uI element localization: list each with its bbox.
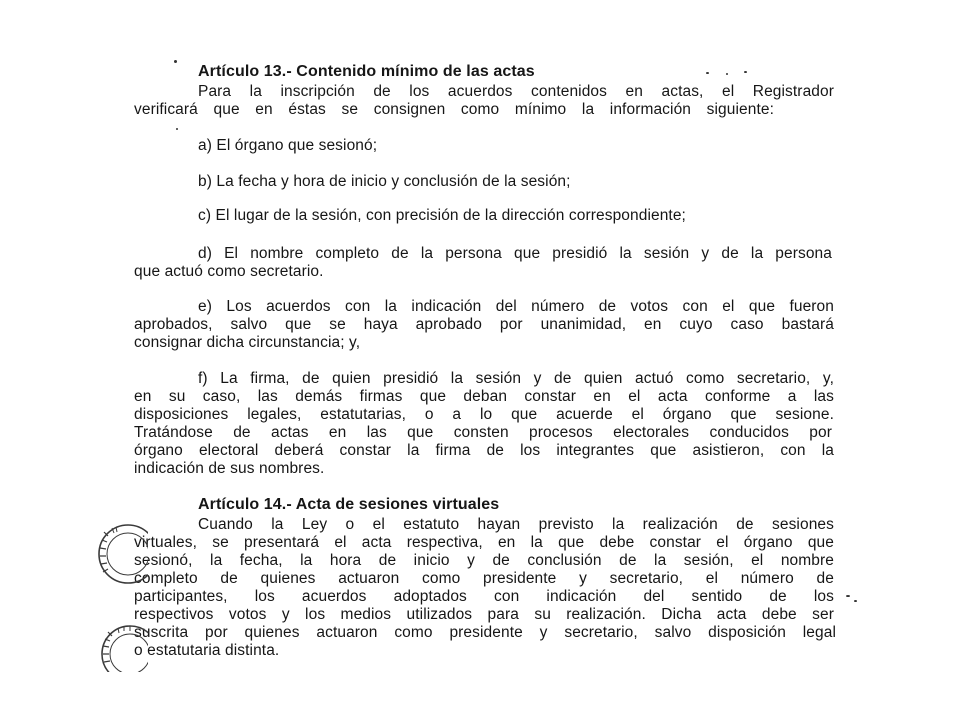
- article-13-intro-line: Para la inscripción de los acuerdos contenidos en actas, el Registrador: [198, 83, 834, 100]
- article-14-line: Cuando la Ley o el estatuto hayan previsto la realización de sesiones: [198, 516, 834, 533]
- stamp-seal-icon: [88, 522, 148, 586]
- list-item-d-line: que actuó como secretario.: [134, 263, 324, 280]
- scan-speck: [174, 60, 177, 63]
- list-item-f-line: indicación de sus nombres.: [134, 460, 325, 477]
- list-item-f-line: órgano electoral deberá constar la firma de los integrantes que asistieron, con la: [134, 442, 834, 459]
- article-14-heading: Artículo 14.- Acta de sesiones virtuales: [198, 496, 500, 513]
- list-item-f-line: f) La firma, de quien presidió la sesión y de quien actuó como secretario, y,: [198, 370, 834, 387]
- registry-stamp-bottom: [88, 624, 148, 672]
- list-item-f-line: en su caso, las demás firmas que deban constar en el acta conforme a las: [134, 388, 834, 405]
- scan-speck: [854, 600, 857, 602]
- scan-speck: [726, 73, 728, 75]
- list-item-e-line: consignar dicha circunstancia; y,: [134, 334, 361, 351]
- list-item-e-line: e) Los acuerdos con la indicación del número de votos con el que fueron: [198, 298, 834, 315]
- list-item-d-line: d) El nombre completo de la persona que presidió la sesión y de la persona: [198, 245, 832, 262]
- article-14-line: suscrita por quienes actuaron como presidente y secretario, salvo disposición legal: [134, 624, 836, 641]
- scan-speck: [846, 595, 850, 597]
- registry-stamp-top: [88, 522, 148, 586]
- stamp-seal-icon: [88, 624, 148, 672]
- article-14-line: sesionó, la fecha, la hora de inicio y de conclusión de la sesión, el nombre: [134, 552, 834, 569]
- list-item-f-line: disposiciones legales, estatutarias, o a lo que acuerde el órgano que sesione.: [134, 406, 834, 423]
- article-14-line: virtuales, se presentará el acta respectiva, en la que debe constar el órgano que: [134, 534, 834, 551]
- scan-speck: [176, 128, 178, 130]
- scan-speck: [744, 71, 747, 73]
- article-13-intro-line: verificará que en éstas se consignen como mínimo la información siguiente:: [134, 101, 774, 118]
- list-item-b: b) La fecha y hora de inicio y conclusión de la sesión;: [198, 173, 571, 190]
- article-14-line: o estatutaria distinta.: [134, 642, 280, 659]
- list-item-c: c) El lugar de la sesión, con precisión de la dirección correspondiente;: [198, 207, 686, 224]
- list-item-e-line: aprobados, salvo que se haya aprobado por unanimidad, en cuyo caso bastará: [134, 316, 834, 333]
- scan-speck: [706, 72, 709, 74]
- article-14-line: respectivos votos y los medios utilizados para su realización. Dicha acta debe ser: [134, 606, 834, 623]
- article-13-heading: Artículo 13.- Contenido mínimo de las actas: [198, 63, 535, 80]
- article-14-line: completo de quienes actuaron como presidente y secretario, el número de: [134, 570, 834, 587]
- article-14-line: participantes, los acuerdos adoptados con indicación del sentido de los: [134, 588, 834, 605]
- list-item-f-line: Tratándose de actas en las que consten procesos electorales conducidos por: [134, 424, 832, 441]
- list-item-a: a) El órgano que sesionó;: [198, 137, 378, 154]
